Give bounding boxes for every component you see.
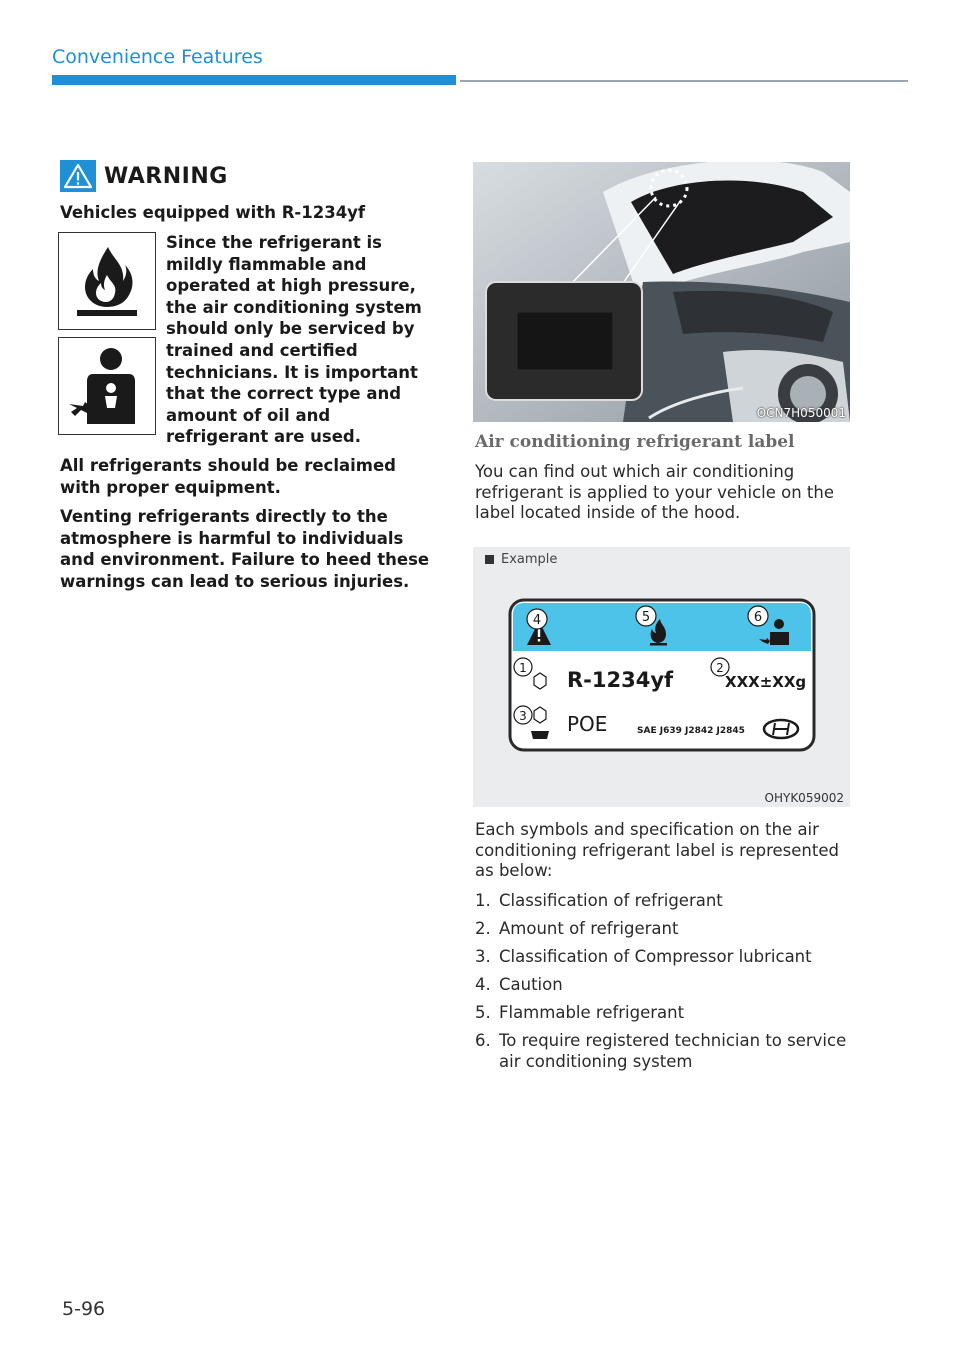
list-item: 5. Flammable refrigerant xyxy=(475,1003,685,1023)
flame-icon xyxy=(58,232,156,330)
warning-triangle-icon xyxy=(60,160,96,192)
section-title: Air conditioning refrigerant label xyxy=(475,432,795,452)
warning-side-text: Since the refrigerant is mildly flammable and operated at high pressure, the air conditioning system should only be serviced by trained and certified technicians. It is important that the correct type and amount of oil and refrigerant are used. xyxy=(166,233,422,447)
label-lubricant: POE xyxy=(567,712,608,736)
label-standards: SAE J639 J2842 J2845 xyxy=(637,726,745,736)
symbol-list xyxy=(475,891,865,1080)
label-marker-4: 4 xyxy=(532,613,542,628)
list-item: 2. Amount of refrigerant xyxy=(475,919,679,939)
label-marker-3: 3 xyxy=(519,709,527,723)
label-amount: XXX±XXg xyxy=(725,673,807,691)
warning-subtitle: Vehicles equipped with R-1234yf xyxy=(60,203,366,222)
list-intro: Each symbols and specification on the air conditioning refrigerant label is represented as below: xyxy=(475,820,839,880)
technician-icon xyxy=(58,337,156,435)
warning-title: WARNING xyxy=(104,163,228,189)
label-marker-5: 5 xyxy=(641,610,651,625)
label-marker-6: 6 xyxy=(753,610,763,625)
list-item: 6. To require registered technician to service air conditioning system xyxy=(475,1031,847,1071)
label-marker-2: 2 xyxy=(716,661,724,675)
header-rule xyxy=(460,80,908,82)
refrigerant-label-illustration xyxy=(473,547,850,807)
page-number: 5-96 xyxy=(62,1298,106,1320)
example-code: OHYK059002 xyxy=(764,791,844,805)
hood-label-photo xyxy=(473,162,850,422)
label-refrigerant: R-1234yf xyxy=(567,668,674,692)
list-item: 4. Caution xyxy=(475,975,563,995)
header-rule-accent xyxy=(52,75,456,85)
list-item: 3. Classification of Compressor lubricant xyxy=(475,947,812,967)
list-item: 1. Classification of refrigerant xyxy=(475,891,723,910)
example-tag-text: Example xyxy=(501,552,558,567)
label-marker-1: 1 xyxy=(519,661,527,675)
page-header-title: Convenience Features xyxy=(52,46,263,68)
example-label-figure xyxy=(473,547,850,807)
warning-paragraph-1: All refrigerants should be reclaimed with proper equipment. xyxy=(60,456,396,497)
section-intro: You can find out which air conditioning refrigerant is applied to your vehicle on the label located inside of the hood. xyxy=(475,462,835,522)
warning-paragraph-2: Venting refrigerants directly to the atmosphere is harmful to individuals and environment. Failure to heed these warnings can lead to serious injuries. xyxy=(60,507,430,591)
warning-heading xyxy=(60,160,228,192)
photo-code: OCN7H050001 xyxy=(756,406,846,420)
